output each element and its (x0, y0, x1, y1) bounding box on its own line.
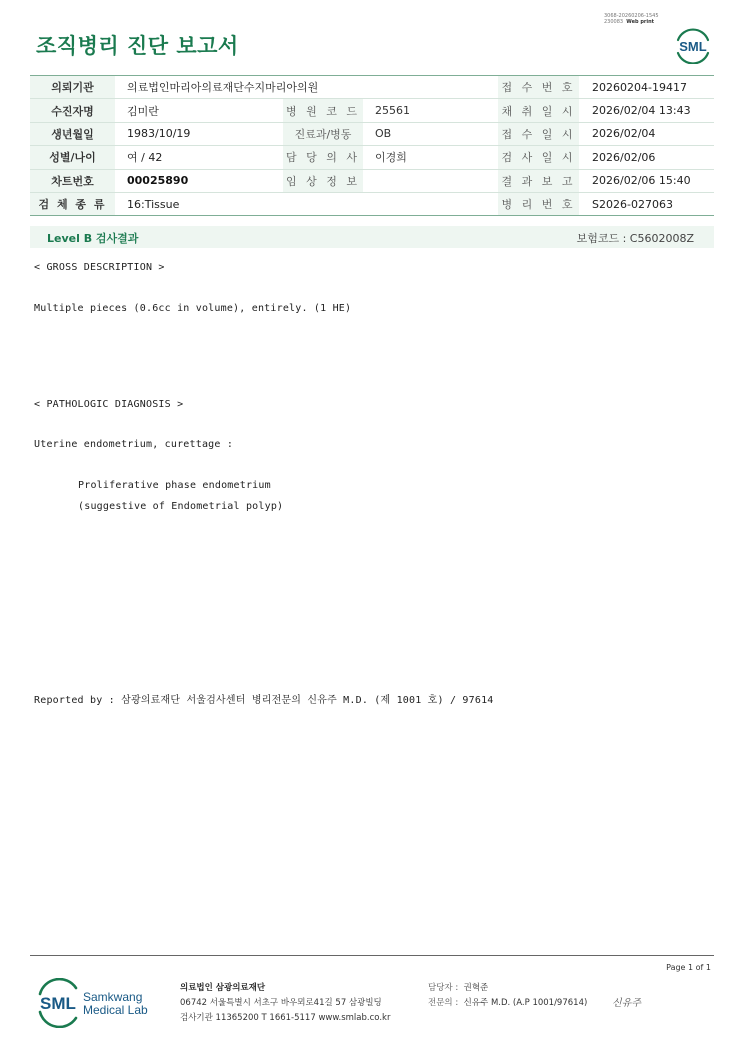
reported-by: Reported by : 삼광의료재단 서울검사센터 병리전문의 신유주 M.D. (제 1001 호) / 97614 (34, 695, 494, 706)
table-row (30, 192, 714, 215)
pathology-number-label: 병 리 번 호 (498, 192, 579, 215)
requesting-institution-value: 의료법인마리아의료재단수지마리아의원 (115, 76, 498, 99)
diagnosis-line-2: (suggestive of Endometrial polyp) (78, 501, 284, 512)
sex-age-label: 성별/나이 (30, 146, 115, 169)
document-code-number: 230083 (604, 19, 624, 25)
sml-logo-text: SML (679, 39, 707, 54)
result-report-value: 2026/02/06 15:40 (579, 169, 714, 192)
staff-name: 권혁준 (463, 983, 489, 993)
organization-name: 의료법인 삼광의료재단 (180, 983, 266, 993)
attending-doctor-value: 이경희 (363, 146, 498, 169)
clinical-info-value (363, 169, 498, 192)
specimen-type-label: 검 체 종 류 (30, 192, 115, 215)
table-row (30, 146, 714, 169)
level-label: Level B 검사결과 (47, 232, 139, 245)
specialist-label: 전문의 : (428, 998, 459, 1008)
patient-info-table (30, 75, 714, 216)
table-row (30, 169, 714, 192)
department-value: OB (363, 122, 498, 145)
birth-date-value: 1983/10/19 (115, 122, 283, 145)
organization-address: 06742 서울특별시 서초구 바우뫼로41길 57 삼광빌딩 (180, 998, 382, 1008)
document-code (604, 13, 659, 25)
result-report-label: 결 과 보 고 (498, 169, 579, 192)
sex-age-value: 여 / 42 (115, 146, 283, 169)
footer-organization (180, 981, 390, 1026)
sml-logo-icon (672, 26, 714, 64)
clinical-info-label: 임 상 정 보 (283, 169, 363, 192)
table-row (30, 99, 714, 122)
test-date-value: 2026/02/06 (579, 146, 714, 169)
chart-number-label: 차트번호 (30, 169, 115, 192)
receipt-date-value: 2026/02/04 (579, 122, 714, 145)
insurance-code: 보험코드 : C5602008Z (576, 232, 694, 245)
staff-label: 담당자 : (428, 983, 459, 993)
pathologic-diagnosis-header: < PATHOLOGIC DIAGNOSIS > (34, 399, 184, 410)
department-label: 진료과/병동 (283, 122, 363, 145)
table-row (30, 76, 714, 99)
table-row (30, 122, 714, 145)
diagnosis-line-1: Proliferative phase endometrium (78, 480, 271, 491)
accession-number-value: 20260204-19417 (579, 76, 714, 99)
patient-name-label: 수진자명 (30, 99, 115, 122)
samkwang-logo-icon (36, 978, 156, 1028)
accession-number-label: 접 수 번 호 (498, 76, 579, 99)
requesting-institution-label: 의뢰기관 (30, 76, 115, 99)
patient-name-value: 김미란 (115, 99, 283, 122)
document-code-line1: 3068-20260206-1545 (604, 13, 659, 19)
pathology-number-value: S2026-027063 (579, 192, 714, 215)
level-result-bar (30, 226, 714, 248)
collection-datetime-label: 채 취 일 시 (498, 99, 579, 122)
page-number: Page 1 of 1 (666, 963, 711, 972)
diagnosis-site: Uterine endometrium, curettage : (34, 439, 234, 450)
chart-number-value: 00025890 (115, 169, 283, 192)
receipt-date-label: 접 수 일 시 (498, 122, 579, 145)
web-print-label: Web print (626, 19, 655, 25)
footer-staff (428, 981, 587, 1011)
organization-contact: 검사기관 11365200 T 1661-5117 www.smlab.co.kr (180, 1013, 391, 1023)
hospital-code-label: 병 원 코 드 (283, 99, 363, 122)
birth-date-label: 생년월일 (30, 122, 115, 145)
footer-divider (30, 955, 714, 956)
attending-doctor-label: 담 당 의 사 (283, 146, 363, 169)
gross-description-header: < GROSS DESCRIPTION > (34, 262, 165, 273)
signature: 신유주 (612, 998, 641, 1009)
gross-description-text: Multiple pieces (0.6cc in volume), entirely. (1 HE) (34, 303, 352, 314)
specimen-type-value: 16:Tissue (115, 192, 498, 215)
test-date-label: 검 사 일 시 (498, 146, 579, 169)
hospital-code-value: 25561 (363, 99, 498, 122)
brand-line-2: Medical Lab (83, 1003, 148, 1017)
specialist-name: 신유주 M.D. (A.P 1001/97614) (463, 998, 588, 1008)
samkwang-logo-mark: SML (40, 994, 76, 1013)
collection-datetime-value: 2026/02/04 13:43 (579, 99, 714, 122)
page-title: 조직병리 진단 보고서 (36, 34, 239, 58)
brand-line-1: Samkwang (83, 990, 143, 1004)
